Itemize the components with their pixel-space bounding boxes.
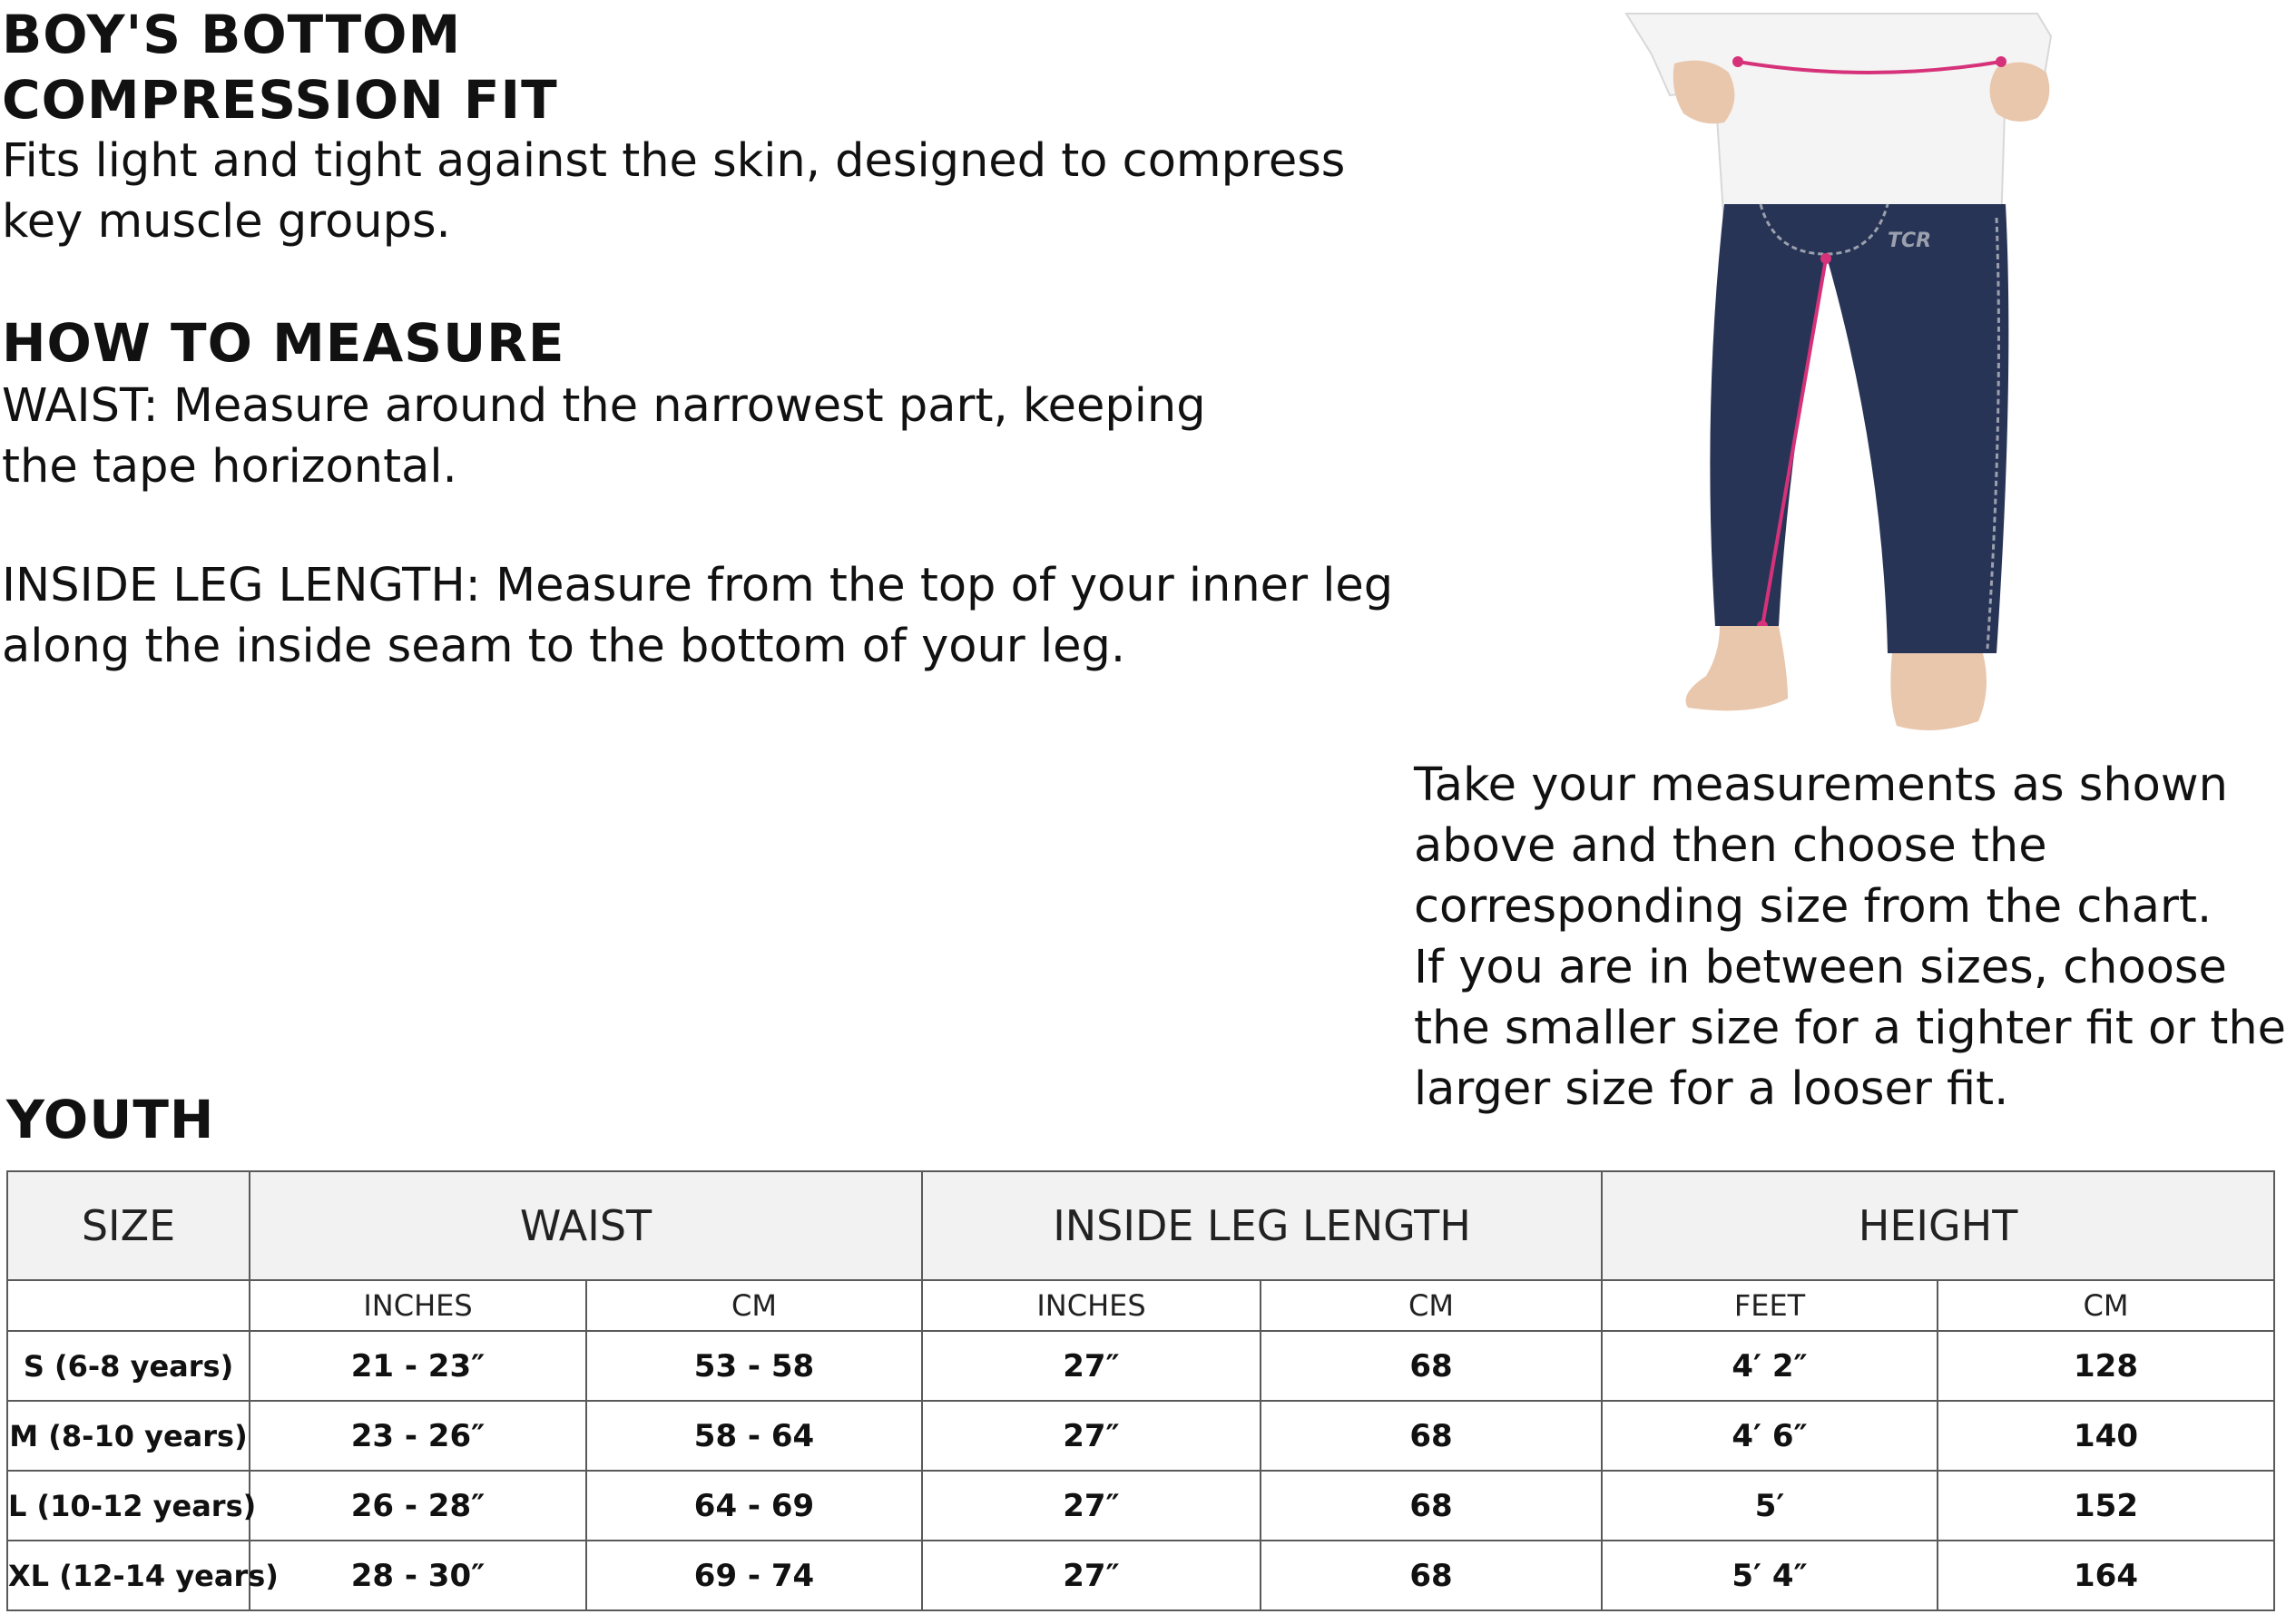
waist-measure-end [1996,56,2006,67]
leg-cm-cell: 68 [1261,1541,1602,1610]
height-cm-cell: 140 [1938,1401,2274,1471]
leg-inches-cell: 27″ [922,1331,1261,1401]
waist-cm-cell: 69 - 74 [586,1541,922,1610]
page-title-line-2: COMPRESSION FIT [2,69,558,131]
waist-inches-cell: 23 - 26″ [250,1401,586,1471]
height-column-header: HEIGHT [1602,1171,2274,1280]
leg-inches-cell: 27″ [922,1541,1261,1610]
leg-cm-cell: 68 [1261,1331,1602,1401]
height-cm-cell: 164 [1938,1541,2274,1610]
waist-inches-cell: 21 - 23″ [250,1331,586,1401]
subheader-waist-inches: INCHES [250,1280,586,1331]
height-cm-cell: 152 [1938,1471,2274,1541]
subheader-waist-cm: CM [586,1280,922,1331]
size-column-header: SIZE [7,1171,250,1280]
brand-logo: TCR [1888,230,1932,252]
leg-cm-cell: 68 [1261,1401,1602,1471]
fit-description-line-2: key muscle groups. [2,195,451,249]
waist-cm-cell: 64 - 69 [586,1471,922,1541]
inside-leg-column-header: INSIDE LEG LENGTH [922,1171,1602,1280]
table-row [7,1541,2274,1610]
waist-instruction-line-1: WAIST: Measure around the narrowest part, keeping [2,379,1206,433]
guidance-line-6: larger size for a looser fit. [1414,1062,2009,1116]
subheader-height-feet: FEET [1602,1280,1938,1331]
subheader-empty [7,1280,250,1331]
guidance-line-3: corresponding size from the chart. [1414,880,2212,934]
waist-instruction-line-2: the tape horizontal. [2,440,457,494]
table-subheader-row [7,1280,2274,1331]
page-title-line-1: BOY'S BOTTOM [2,4,462,65]
leg-cm-cell: 68 [1261,1471,1602,1541]
leg-inches-cell: 27″ [922,1401,1261,1471]
fit-description-line-1: Fits light and tight against the skin, designed to compress [2,134,1346,188]
subheader-leg-cm: CM [1261,1280,1602,1331]
height-cm-cell: 128 [1938,1331,2274,1401]
table-row [7,1331,2274,1401]
inside-leg-instruction-line-2: along the inside seam to the bottom of your leg. [2,620,1126,673]
subheader-height-cm: CM [1938,1280,2274,1331]
waist-instruction [2,376,1206,497]
right-hand-shape [1990,63,2050,122]
size-cell: XL (12-14 years) [7,1541,250,1610]
inside-leg-measure-start [1820,253,1831,264]
guidance-line-5: the smaller size for a tighter fit or the [1414,1002,2286,1055]
height-feet-cell: 4′ 2″ [1602,1331,1938,1401]
height-feet-cell: 5′ [1602,1471,1938,1541]
table-row [7,1471,2274,1541]
measurement-guidance [1414,755,2286,1120]
inside-leg-instruction-line-1: INSIDE LEG LENGTH: Measure from the top of your inner leg [2,559,1394,612]
guidance-line-2: above and then choose the [1414,819,2047,873]
model-figure [1615,0,2087,744]
waist-column-header: WAIST [250,1171,922,1280]
waist-cm-cell: 58 - 64 [586,1401,922,1471]
fit-description [2,131,1345,252]
waist-inches-cell: 28 - 30″ [250,1541,586,1610]
leg-inches-cell: 27″ [922,1471,1261,1541]
leggings-shape [1710,204,2008,653]
how-to-measure-heading: HOW TO MEASURE [2,312,565,374]
guidance-line-4: If you are in between sizes, choose [1414,941,2227,994]
size-cell: L (10-12 years) [7,1471,250,1541]
waist-inches-cell: 26 - 28″ [250,1471,586,1541]
waist-measure-start [1732,56,1743,67]
size-chart-table [6,1170,2275,1611]
size-cell: S (6-8 years) [7,1331,250,1401]
waist-cm-cell: 53 - 58 [586,1331,922,1401]
table-header-row [7,1171,2274,1280]
size-cell: M (8-10 years) [7,1401,250,1471]
inside-leg-instruction [2,555,1393,677]
youth-section-title: YOUTH [6,1089,215,1150]
subheader-leg-inches: INCHES [922,1280,1261,1331]
page-title [2,2,558,132]
table-row [7,1401,2274,1471]
left-foot-shape [1686,626,1789,710]
shirt-shape [1626,14,2051,227]
right-foot-shape [1890,653,1987,730]
height-feet-cell: 5′ 4″ [1602,1541,1938,1610]
guidance-line-1: Take your measurements as shown [1414,758,2228,812]
height-feet-cell: 4′ 6″ [1602,1401,1938,1471]
